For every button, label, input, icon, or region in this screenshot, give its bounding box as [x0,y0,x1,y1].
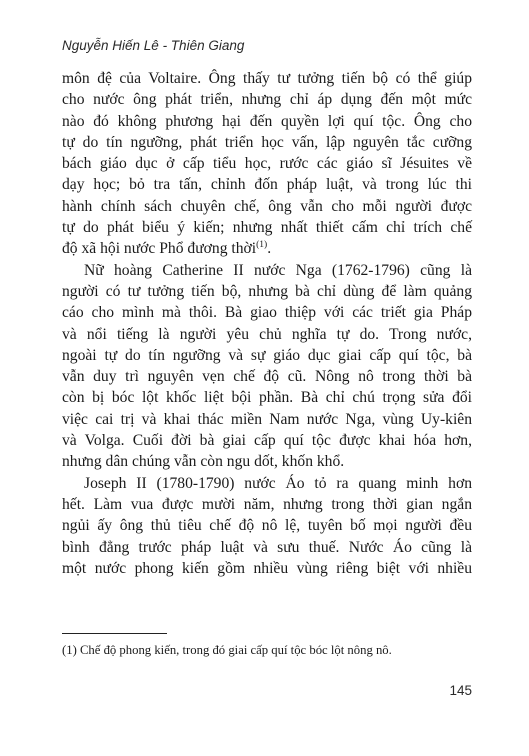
text-line: tự do phát biểu ý kiến; nhưng nhất thiết cấm chỉ trích chế [62,219,472,237]
end-punctuation: . [267,240,272,258]
paragraph-3 [62,473,472,579]
paragraph-1 [62,68,472,260]
running-header: Nguyễn Hiến Lê - Thiên Giang [62,38,245,53]
text-line: vẫn duy trì nguyên vẹn chế độ cũ. Nông nô trong thời bà [62,368,472,386]
body-text [62,68,472,579]
footnote-divider [62,633,167,634]
paragraph-2 [62,260,472,473]
text-line: còn bị bóc lột khốc liệt bội phần. Bà chỉ chú trọng sửa đổi [62,389,472,407]
text-line: một nước phong kiến gồm nhiều vùng riêng biệt với nhiều [62,559,472,577]
text-line: bách giáo dục ở cấp tiểu học, rước các giáo sĩ Jésuites về [62,155,472,173]
text-line: cho nước ông phát triển, nhưng chỉ áp dụng đến một mức [62,91,472,109]
text-line-content: độ xã hội nước Phổ đương thời [62,240,257,258]
text-line: ngoài tự do tín ngưỡng và sự giáo dục giai cấp quí tộc, bà [62,346,472,364]
text-line: Nữ hoàng Catherine II nước Nga (1762-1796) cũng là [84,261,472,279]
footnote-reference[interactable]: (1) [256,240,268,251]
text-line: Joseph II (1780-1790) nước Áo tỏ ra quang minh hơn [84,474,472,492]
text-line: người có tư tưởng tiến bộ, nhưng bà chỉ dùng để làm quảng [62,282,472,300]
text-line: bình đẳng trước pháp luật và sưu thuế. Nước Áo cũng là [62,538,472,556]
footnote: (1) Chế độ phong kiến, trong đó giai cấp quí tộc bóc lột nông nô. [62,643,392,657]
text-line: và nổi tiếng là người yêu chủ nghĩa tự do. Trong nước, [62,325,472,343]
page-number: 145 [449,683,472,698]
text-line: việc cai trị và khai thác miền Nam nước Nga, vùng Uy-kiên [62,410,472,428]
text-line: môn đệ của Voltaire. Ông thấy tư tưởng tiến bộ có thể giúp [62,70,472,87]
text-line: hết. Làm vua được mười năm, nhưng trong thời gian ngắn [62,495,472,513]
text-line: tự do tín ngưỡng, phát triển học vấn, lập nguyên tắc cưỡng [62,133,472,151]
text-line: nào đó không phương hại đến quyền lợi quí tộc. Ông cho [62,112,472,130]
text-line: dạy học; bỏ tra tấn, chỉnh đốn pháp luật, và trong lúc thi [62,176,472,194]
text-line: nhưng dân chúng vẫn còn ngu dốt, khốn khổ. [62,453,345,471]
text-line: và Volga. Cuối đời bà giai cấp quí tộc được khai hóa hơn, [62,432,472,450]
text-line [62,238,472,259]
text-line: ngủi ấy ông thủ tiêu chế độ nô lệ, tuyên bố mọi người đều [62,517,472,535]
text-line: cáo cho mình mà thôi. Bà giao thiệp với các triết gia Pháp [62,304,472,322]
text-line: hành chính sách chuyên chế, ông vẫn cho mỗi người được [62,197,472,215]
